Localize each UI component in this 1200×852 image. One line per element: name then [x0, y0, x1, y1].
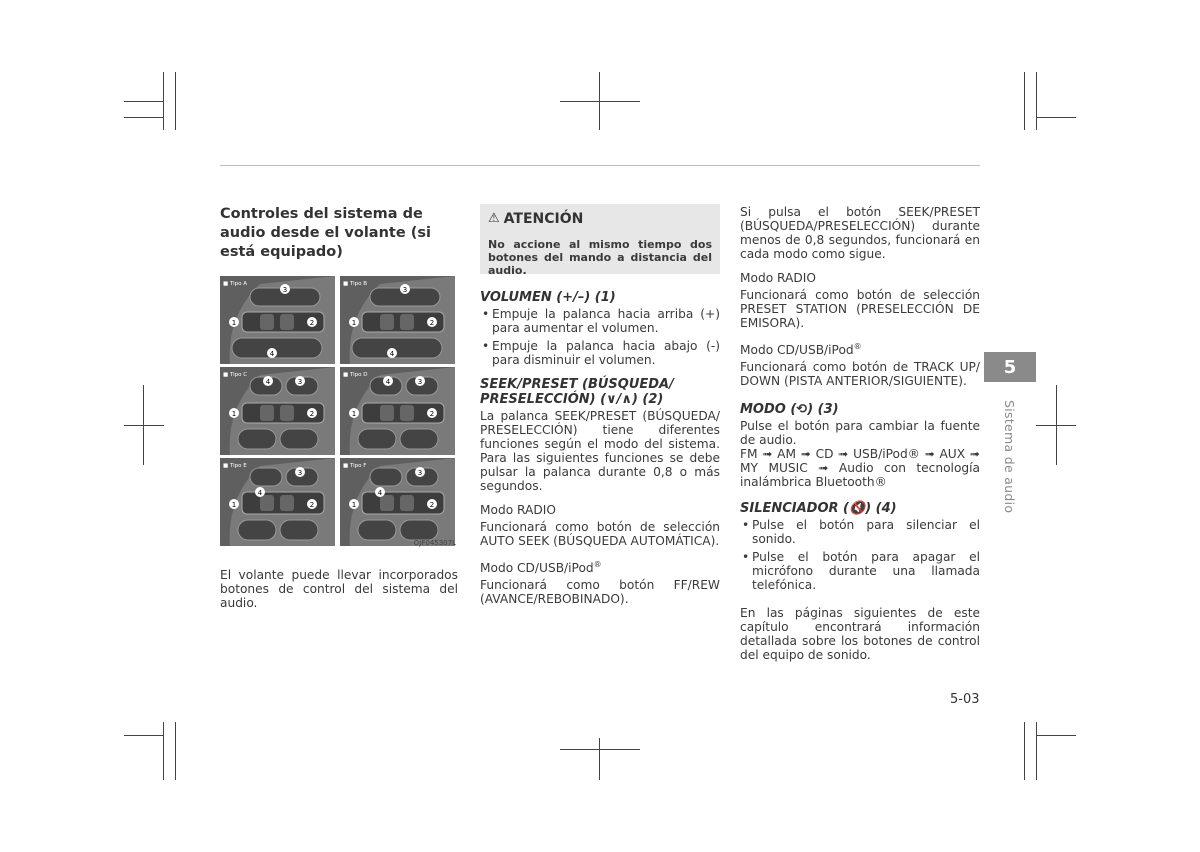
warning-title: [488, 212, 712, 226]
radio-body: Funcionará como botón de selección PRESET STATION (PRESELECCIÓN DE EMISORA).: [740, 288, 980, 330]
svg-text:4: 4: [377, 489, 383, 497]
svg-text:3: 3: [417, 378, 423, 386]
svg-text:3: 3: [297, 378, 303, 386]
seek-cd-title-text: Modo CD/USB/iPod: [480, 561, 594, 576]
svg-text:4: 4: [389, 350, 395, 358]
intro-text: Si pulsa el botón SEEK/PRESET (BÚSQUEDA/PRESELECCIÓN) durante menos de 0,8 segundos, funcionará en cada modo como sigue.: [740, 205, 980, 261]
figure-panel-c: [220, 367, 335, 455]
crop-mark: [124, 425, 164, 426]
panel-label: ■ Tipo E: [223, 463, 247, 469]
mute-heading: SILENCIADOR (🔇) (4): [740, 501, 897, 517]
svg-text:4: 4: [265, 378, 271, 386]
svg-text:2: 2: [309, 501, 315, 509]
crop-mark: [560, 749, 640, 750]
warning-box: [480, 204, 720, 277]
svg-text:3: 3: [282, 286, 288, 294]
seek-cd-body: Funcionará como botón FF/REW (AVANCE/REBOBINADO).: [480, 578, 720, 607]
column-left: [220, 205, 458, 620]
mode-sequence: FM ➟ AM ➟ CD ➟ USB/iPod® ➟ AUX ➟ MY MUSIC ➟ Audio con tecnología inalámbrica Bluetooth®: [740, 447, 980, 490]
registered-mark: ®: [853, 342, 862, 351]
registered-mark: ®: [593, 560, 602, 569]
svg-text:2: 2: [429, 410, 435, 418]
panel-label: ■ Tipo B: [343, 281, 368, 287]
crop-mark: [560, 101, 640, 102]
list-item: • Pulse el botón para apagar el micrófono durante una llamada telefónica.: [740, 550, 980, 592]
svg-text:1: 1: [231, 410, 237, 418]
header-rule: [220, 165, 980, 166]
figure-panel-a: [220, 276, 335, 364]
svg-text:3: 3: [402, 286, 408, 294]
crop-mark: [124, 101, 164, 102]
list-item: • Empuje la palanca hacia abajo (-) para disminuir el volumen.: [480, 339, 720, 367]
list-item: • Empuje la palanca hacia arriba (+) para aumentar el volumen.: [480, 307, 720, 335]
warning-title-text: ATENCIÓN: [503, 211, 584, 227]
steering-control-illustration: [340, 367, 455, 455]
figure-panel-b: [340, 276, 455, 364]
crop-mark: [1036, 425, 1076, 426]
panel-label: ■ Tipo A: [223, 281, 248, 287]
steering-control-illustration: [340, 276, 455, 364]
crop-mark: [1036, 722, 1037, 780]
seek-radio-title: Modo RADIO: [480, 503, 556, 517]
figure-panel-d: [340, 367, 455, 455]
section-heading: Controles del sistema de audio desde el volante (si está equipado): [220, 206, 431, 260]
svg-text:1: 1: [351, 501, 357, 509]
chapter-title: Sistema de audio: [1002, 400, 1017, 514]
steering-control-illustration: [340, 458, 455, 546]
crop-mark: [124, 735, 164, 736]
radio-title: Modo RADIO: [740, 271, 816, 285]
svg-text:3: 3: [417, 469, 423, 477]
crop-mark: [1036, 735, 1076, 736]
crop-mark: [175, 72, 176, 130]
chapter-side-title: [1003, 400, 1019, 520]
steering-controls-figure: [220, 276, 458, 548]
svg-text:4: 4: [257, 489, 263, 497]
mode-body: Pulse el botón para cambiar la fuente de audio.: [740, 419, 980, 448]
cd-title-text: Modo CD/USB/iPod: [740, 343, 854, 358]
cd-title: [740, 340, 980, 357]
steering-control-illustration: [220, 367, 335, 455]
seek-heading: SEEK/PRESET (BÚSQUEDA/ PRESELECCIÓN) (∨/∧) (2): [480, 377, 674, 407]
panel-label: ■ Tipo D: [343, 372, 368, 378]
cd-body: Funcionará como botón de TRACK UP/ DOWN (PISTA ANTERIOR/SIGUIENTE).: [740, 360, 980, 389]
panel-label: ■ Tipo C: [223, 372, 248, 378]
column-right: [740, 205, 980, 672]
crop-mark: [163, 722, 164, 780]
svg-text:1: 1: [231, 319, 237, 327]
crop-mark: [1024, 72, 1025, 130]
figure-panel-f: [340, 458, 455, 546]
seek-radio-body: Funcionará como botón de selección AUTO SEEK (BÚSQUEDA AUTOMÁTICA).: [480, 520, 720, 548]
list-item: • Pulse el botón para silenciar el sonido.: [740, 518, 980, 546]
warning-triangle-icon: ⚠: [488, 211, 500, 226]
figure-panel-e: [220, 458, 335, 546]
warning-text: No accione al mismo tiempo dos botones del mando a distancia del audio.: [488, 238, 712, 277]
svg-text:2: 2: [429, 319, 435, 327]
crop-mark: [1036, 72, 1037, 130]
crop-mark: [599, 738, 600, 780]
svg-text:4: 4: [269, 350, 275, 358]
svg-text:1: 1: [351, 319, 357, 327]
seek-cd-title: [480, 558, 720, 575]
svg-text:2: 2: [309, 410, 315, 418]
steering-control-illustration: [220, 276, 335, 364]
seek-body: La palanca SEEK/PRESET (BÚSQUEDA/ PRESELECCIÓN) tiene diferentes funciones según el modo del sistema. Para las siguientes funciones se debe pulsar la palanca durante 0,8 o más segundos.: [480, 409, 720, 493]
volume-list: [480, 307, 720, 367]
closing-text: En las páginas siguientes de este capítulo encontrará información detallada sobre los botones de control del equipo de sonido.: [740, 606, 980, 663]
steering-control-illustration: [220, 458, 335, 546]
page-number: 5-03: [950, 692, 980, 707]
svg-text:1: 1: [351, 410, 357, 418]
panel-label: ■ Tipo F: [343, 463, 367, 469]
crop-mark: [1036, 117, 1076, 118]
svg-text:1: 1: [231, 501, 237, 509]
figure-code: OJF045307L: [413, 539, 456, 547]
mode-heading: MODO (⟲) (3): [740, 402, 839, 418]
crop-mark: [175, 722, 176, 780]
crop-mark: [124, 117, 164, 118]
svg-text:3: 3: [297, 469, 303, 477]
svg-text:2: 2: [429, 501, 435, 509]
svg-text:4: 4: [385, 378, 391, 386]
column-middle: [480, 204, 720, 616]
volume-heading: VOLUMEN (+/–) (1): [480, 290, 616, 305]
crop-mark: [1024, 722, 1025, 780]
chapter-tab: 5: [984, 352, 1036, 382]
svg-text:2: 2: [309, 319, 315, 327]
body-text: El volante puede llevar incorporados botones de control del sistema del audio.: [220, 568, 458, 610]
mute-list: [740, 518, 980, 592]
